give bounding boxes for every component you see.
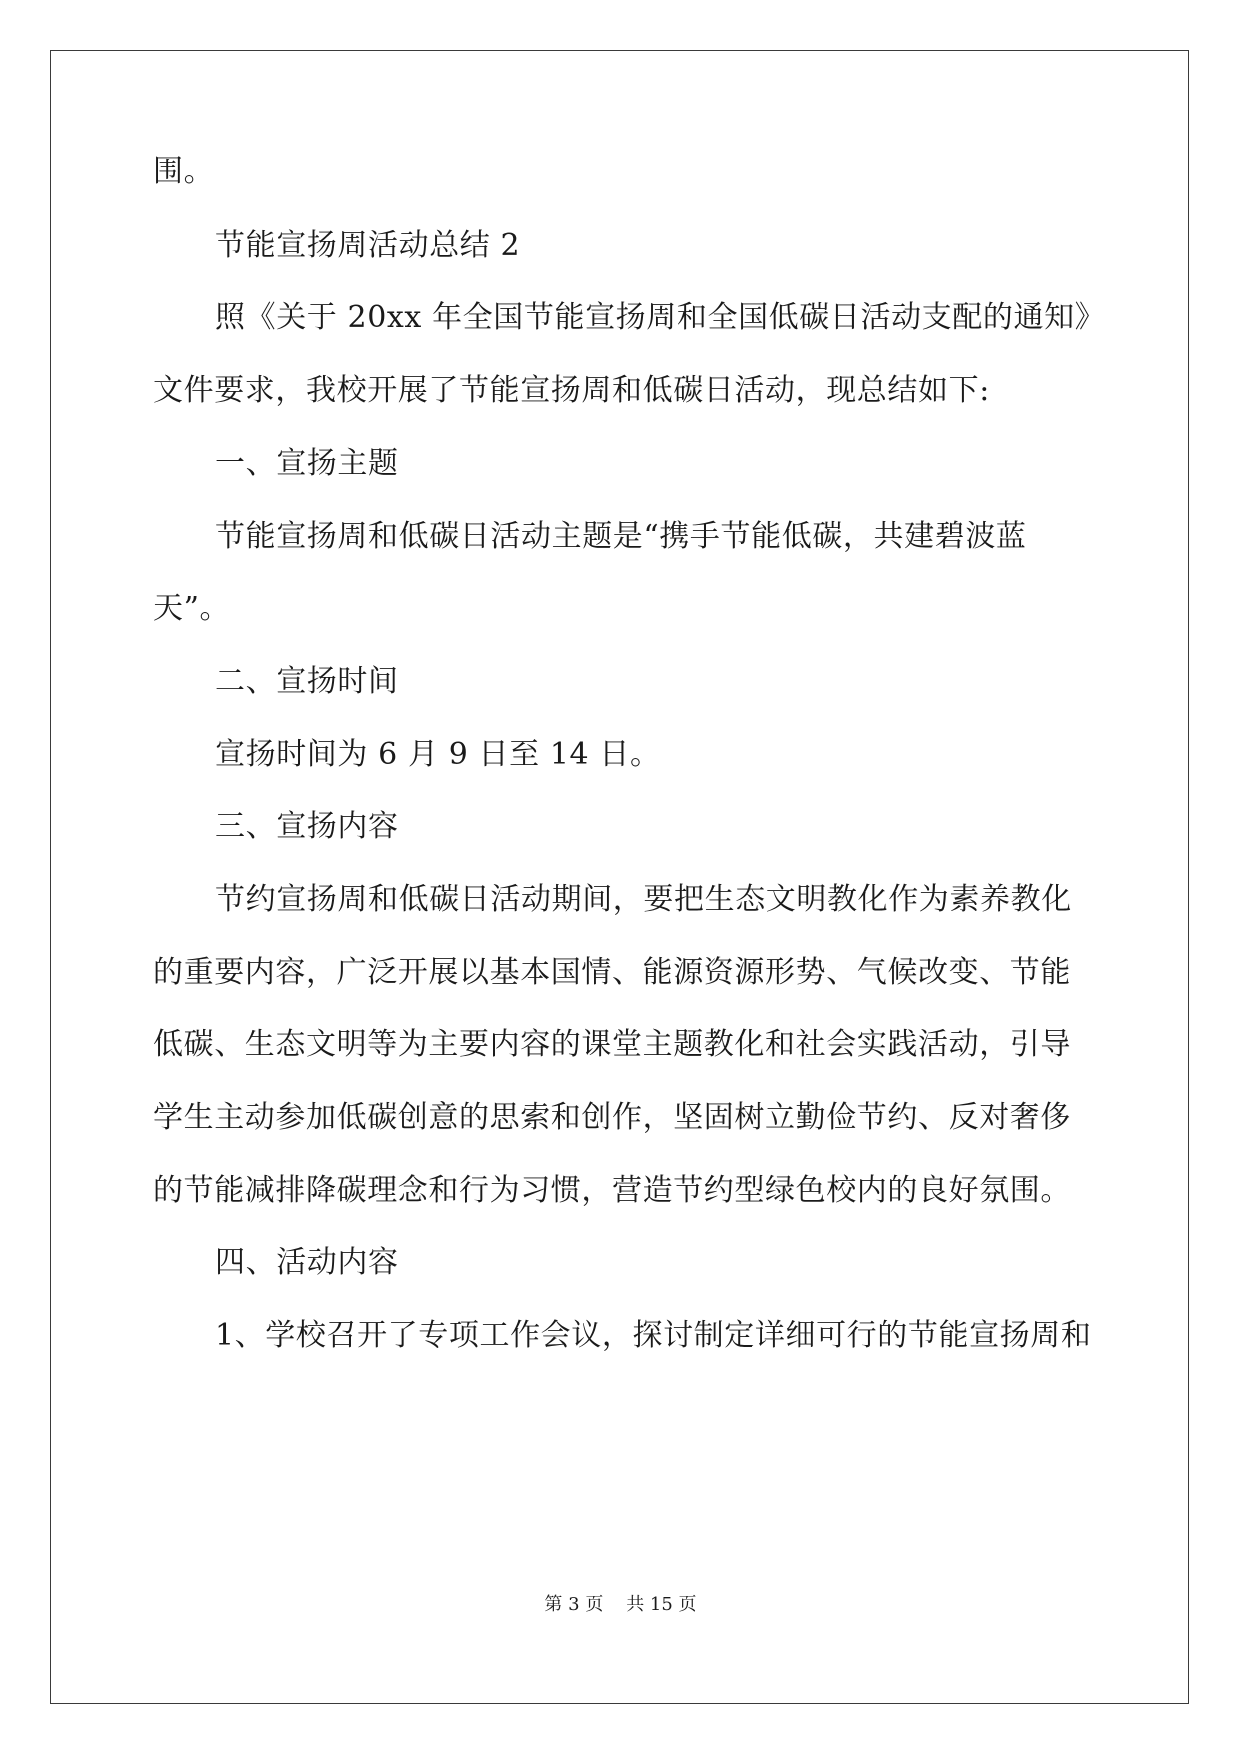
page-number-footer: 第 3 页 共 15 页 (544, 1594, 697, 1615)
text-line: 宣扬时间为 6 月 9 日至 14 日。 (215, 737, 661, 772)
section-heading: 三、宣扬内容 (215, 809, 399, 844)
section-heading: 二、宣扬时间 (215, 664, 399, 699)
text-line: 学生主动参加低碳创意的思索和创作，坚固树立勤俭节约、反对奢侈 (153, 1100, 1071, 1135)
text-line: 天”。 (153, 591, 231, 626)
text-line: 低碳、生态文明等为主要内容的课堂主题教化和社会实践活动，引导 (153, 1027, 1071, 1062)
text-line: 节约宣扬周和低碳日活动期间，要把生态文明教化作为素养教化 (215, 882, 1072, 917)
text-line: 1、学校召开了专项工作会议，探讨制定详细可行的节能宣扬周和 (215, 1318, 1092, 1353)
text-line: 的重要内容，广泛开展以基本国情、能源资源形势、气候改变、节能 (153, 955, 1071, 990)
section-heading: 四、活动内容 (215, 1245, 399, 1280)
text-line: 的节能减排降碳理念和行为习惯，营造节约型绿色校内的良好氛围。 (153, 1173, 1071, 1208)
text-line: 文件要求，我校开展了节能宣扬周和低碳日活动，现总结如下: (153, 373, 990, 408)
text-line: 节能宣扬周和低碳日活动主题是“携手节能低碳，共建碧波蓝 (215, 519, 1027, 554)
text-line: 照《关于 20xx 年全国节能宣扬周和全国低碳日活动支配的通知》 (215, 300, 1106, 335)
section-heading: 一、宣扬主题 (215, 446, 399, 481)
text-line: 围。 (153, 154, 215, 189)
section-heading: 节能宣扬周活动总结 2 (215, 228, 521, 263)
